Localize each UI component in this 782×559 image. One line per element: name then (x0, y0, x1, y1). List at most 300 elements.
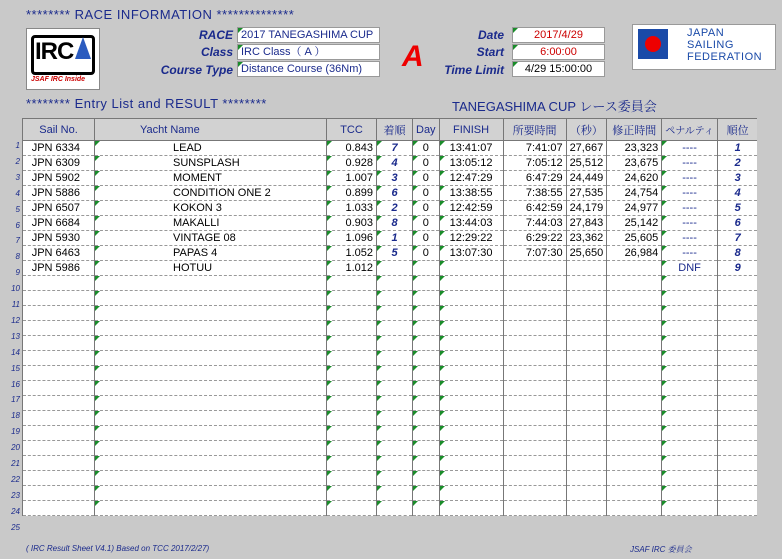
cell-finish[interactable] (439, 366, 503, 381)
col-elapsed[interactable]: 所要時間 (503, 119, 566, 141)
col-finish-order[interactable]: 着順 (377, 119, 413, 141)
cell-elapsed[interactable] (503, 276, 566, 291)
cell-corrected[interactable]: 25,605 (607, 231, 662, 246)
cell-rank[interactable]: 5 (717, 201, 757, 216)
col-finish[interactable]: FINISH (439, 119, 503, 141)
col-rank[interactable]: 順位 (717, 119, 757, 141)
cell-sec[interactable] (566, 471, 607, 486)
cell-name[interactable] (95, 411, 327, 426)
cell-tcc[interactable] (327, 486, 377, 501)
cell-corrected[interactable] (607, 426, 662, 441)
cell-finish[interactable] (439, 441, 503, 456)
cell-day[interactable] (413, 426, 440, 441)
cell-elapsed[interactable]: 6:47:29 (503, 171, 566, 186)
cell-tcc[interactable] (327, 456, 377, 471)
cell-rank[interactable] (717, 501, 757, 516)
cell-day[interactable] (413, 441, 440, 456)
cell-finish-order[interactable]: 2 (377, 201, 413, 216)
cell-corrected[interactable] (607, 261, 662, 276)
cell-elapsed[interactable] (503, 321, 566, 336)
row-number: 1 (15, 141, 20, 150)
cell-elapsed[interactable] (503, 456, 566, 471)
cell-corrected[interactable] (607, 321, 662, 336)
cell-elapsed[interactable] (503, 411, 566, 426)
cell-day[interactable] (413, 471, 440, 486)
cell-sail[interactable] (23, 291, 95, 306)
cell-sail[interactable] (23, 471, 95, 486)
cell-corrected[interactable]: 24,620 (607, 171, 662, 186)
cell-finish-order[interactable] (377, 501, 413, 516)
cell-corrected[interactable]: 24,754 (607, 186, 662, 201)
race-information-heading: ******** RACE INFORMATION ************** (26, 7, 295, 22)
cell-finish-order[interactable]: 5 (377, 246, 413, 261)
cell-name[interactable] (95, 336, 327, 351)
cell-sec[interactable]: 27,667 (566, 141, 607, 156)
cell-elapsed[interactable] (503, 291, 566, 306)
cell-sec[interactable] (566, 336, 607, 351)
cell-sec[interactable] (566, 396, 607, 411)
cell-elapsed[interactable] (503, 471, 566, 486)
cell-finish-order[interactable]: 1 (377, 231, 413, 246)
cell-tcc[interactable] (327, 381, 377, 396)
cell-day[interactable] (413, 366, 440, 381)
cell-tcc[interactable] (327, 321, 377, 336)
table-row (23, 141, 758, 156)
cell-sec[interactable]: 25,650 (566, 246, 607, 261)
cell-name[interactable] (95, 501, 327, 516)
col-sail-no[interactable]: Sail No. (23, 119, 95, 141)
cell-sail[interactable] (23, 456, 95, 471)
cell-finish[interactable] (439, 486, 503, 501)
cell-sail[interactable] (23, 351, 95, 366)
table-row (23, 336, 758, 351)
cell-elapsed[interactable] (503, 261, 566, 276)
table-row (23, 366, 758, 381)
cell-sail[interactable] (23, 321, 95, 336)
cell-tcc[interactable]: 1.096 (327, 231, 377, 246)
row-number: 16 (11, 379, 20, 389)
cell-elapsed[interactable]: 7:41:07 (503, 141, 566, 156)
cell-sec[interactable] (566, 501, 607, 516)
cell-finish-order[interactable]: 7 (377, 141, 413, 156)
cell-name[interactable] (95, 486, 327, 501)
col-corrected[interactable]: 修正時間 (607, 119, 662, 141)
col-yacht-name[interactable]: Yacht Name (95, 119, 327, 141)
cell-finish[interactable]: 13:41:07 (439, 141, 503, 156)
table-row (23, 186, 758, 201)
cell-finish[interactable]: 12:47:29 (439, 171, 503, 186)
cell-sec[interactable] (566, 411, 607, 426)
cell-day[interactable] (413, 501, 440, 516)
cell-penalty[interactable]: ---- (662, 216, 718, 231)
cell-tcc[interactable] (327, 471, 377, 486)
cell-rank[interactable] (717, 426, 757, 441)
cell-corrected[interactable] (607, 381, 662, 396)
cell-name[interactable]: LEAD (95, 141, 327, 156)
cell-sec[interactable] (566, 276, 607, 291)
cell-rank[interactable]: 2 (717, 156, 757, 171)
cell-rank[interactable] (717, 276, 757, 291)
cell-penalty[interactable] (662, 336, 718, 351)
cell-penalty[interactable]: DNF (662, 261, 718, 276)
cell-finish-order[interactable] (377, 336, 413, 351)
cell-name[interactable] (95, 396, 327, 411)
cell-penalty[interactable]: ---- (662, 231, 718, 246)
cell-corrected[interactable] (607, 276, 662, 291)
cell-corrected[interactable]: 23,675 (607, 156, 662, 171)
cell-name[interactable] (95, 276, 327, 291)
cell-sec[interactable]: 24,179 (566, 201, 607, 216)
cell-elapsed[interactable]: 6:42:59 (503, 201, 566, 216)
cell-day[interactable] (413, 321, 440, 336)
cell-finish[interactable] (439, 336, 503, 351)
cell-corrected[interactable] (607, 366, 662, 381)
cell-finish-order[interactable]: 8 (377, 216, 413, 231)
cell-corrected[interactable]: 26,984 (607, 246, 662, 261)
cell-name[interactable] (95, 351, 327, 366)
cell-corrected[interactable] (607, 411, 662, 426)
cell-finish-order[interactable] (377, 411, 413, 426)
cell-sail[interactable] (23, 441, 95, 456)
cell-day[interactable]: 0 (413, 171, 440, 186)
cell-corrected[interactable]: 23,323 (607, 141, 662, 156)
cell-penalty[interactable]: ---- (662, 201, 718, 216)
cell-sec[interactable] (566, 321, 607, 336)
col-penalty[interactable]: ペナルティ (662, 119, 718, 141)
cell-finish[interactable] (439, 426, 503, 441)
cell-finish-order[interactable] (377, 366, 413, 381)
cell-sail[interactable] (23, 306, 95, 321)
cell-penalty[interactable] (662, 426, 718, 441)
cell-name[interactable] (95, 291, 327, 306)
cell-sec[interactable]: 27,843 (566, 216, 607, 231)
cell-penalty[interactable] (662, 276, 718, 291)
cell-tcc[interactable]: 0.928 (327, 156, 377, 171)
cell-finish[interactable]: 13:38:55 (439, 186, 503, 201)
cell-day[interactable] (413, 456, 440, 471)
cell-name[interactable]: CONDITION ONE 2 (95, 186, 327, 201)
cell-tcc[interactable] (327, 336, 377, 351)
cell-finish[interactable]: 13:07:30 (439, 246, 503, 261)
col-day[interactable]: Day (413, 119, 440, 141)
cell-corrected[interactable] (607, 291, 662, 306)
cell-finish-order[interactable] (377, 306, 413, 321)
footer-version: ( IRC Result Sheet V4.1) Based on TCC 2017/2/27) (26, 544, 210, 553)
cell-sail[interactable]: JPN 6334 (23, 141, 95, 156)
col-tcc[interactable]: TCC (327, 119, 377, 141)
cell-rank[interactable] (717, 291, 757, 306)
cell-sail[interactable] (23, 276, 95, 291)
cell-rank[interactable] (717, 321, 757, 336)
cell-day[interactable]: 0 (413, 141, 440, 156)
cell-penalty[interactable]: ---- (662, 156, 718, 171)
table-row (23, 456, 758, 471)
cell-penalty[interactable] (662, 456, 718, 471)
cell-name[interactable]: SUNSPLASH (95, 156, 327, 171)
cell-tcc[interactable] (327, 396, 377, 411)
cell-corrected[interactable] (607, 501, 662, 516)
cell-day[interactable]: 0 (413, 246, 440, 261)
cell-sec[interactable] (566, 306, 607, 321)
cell-penalty[interactable] (662, 441, 718, 456)
cell-name[interactable]: KOKON 3 (95, 201, 327, 216)
cell-finish[interactable] (439, 306, 503, 321)
cell-sail[interactable]: JPN 5902 (23, 171, 95, 186)
cell-elapsed[interactable] (503, 426, 566, 441)
table-row (23, 216, 758, 231)
cell-sec[interactable] (566, 351, 607, 366)
cell-rank[interactable] (717, 336, 757, 351)
cell-rank[interactable] (717, 471, 757, 486)
cell-rank[interactable]: 6 (717, 216, 757, 231)
cell-penalty[interactable] (662, 471, 718, 486)
cell-penalty[interactable] (662, 501, 718, 516)
cell-finish-order[interactable] (377, 291, 413, 306)
cell-tcc[interactable] (327, 351, 377, 366)
cell-penalty[interactable] (662, 411, 718, 426)
cell-elapsed[interactable] (503, 441, 566, 456)
cell-sail[interactable]: JPN 6309 (23, 156, 95, 171)
cell-name[interactable] (95, 456, 327, 471)
cell-sec[interactable] (566, 456, 607, 471)
cell-finish[interactable] (439, 276, 503, 291)
cell-sail[interactable] (23, 336, 95, 351)
cell-finish-order[interactable] (377, 381, 413, 396)
cell-tcc[interactable] (327, 306, 377, 321)
cell-finish-order[interactable] (377, 441, 413, 456)
cell-penalty[interactable] (662, 321, 718, 336)
cell-penalty[interactable]: ---- (662, 186, 718, 201)
cell-day[interactable]: 0 (413, 186, 440, 201)
cell-tcc[interactable] (327, 441, 377, 456)
cell-name[interactable] (95, 366, 327, 381)
cell-penalty[interactable] (662, 306, 718, 321)
cell-corrected[interactable] (607, 486, 662, 501)
cell-tcc[interactable] (327, 426, 377, 441)
cell-finish-order[interactable] (377, 396, 413, 411)
cell-sec[interactable] (566, 381, 607, 396)
cell-penalty[interactable]: ---- (662, 141, 718, 156)
cell-day[interactable]: 0 (413, 201, 440, 216)
cell-tcc[interactable] (327, 411, 377, 426)
cell-sail[interactable] (23, 501, 95, 516)
cell-finish[interactable] (439, 351, 503, 366)
cell-rank[interactable] (717, 351, 757, 366)
cell-tcc[interactable] (327, 501, 377, 516)
cell-corrected[interactable] (607, 441, 662, 456)
cell-day[interactable] (413, 411, 440, 426)
cell-sec[interactable]: 24,449 (566, 171, 607, 186)
cell-sec[interactable] (566, 441, 607, 456)
cell-day[interactable] (413, 276, 440, 291)
cell-sail[interactable] (23, 411, 95, 426)
cell-sec[interactable] (566, 366, 607, 381)
cell-elapsed[interactable] (503, 336, 566, 351)
cell-tcc[interactable]: 0.843 (327, 141, 377, 156)
cell-corrected[interactable] (607, 351, 662, 366)
cell-day[interactable]: 0 (413, 231, 440, 246)
cell-sail[interactable] (23, 396, 95, 411)
cell-tcc[interactable] (327, 366, 377, 381)
cell-rank[interactable]: 1 (717, 141, 757, 156)
cell-tcc[interactable] (327, 291, 377, 306)
cell-finish[interactable] (439, 501, 503, 516)
cell-sail[interactable]: JPN 6684 (23, 216, 95, 231)
cell-day[interactable]: 0 (413, 156, 440, 171)
cell-elapsed[interactable]: 7:44:03 (503, 216, 566, 231)
cell-sec[interactable] (566, 291, 607, 306)
cell-corrected[interactable] (607, 396, 662, 411)
cell-name[interactable] (95, 381, 327, 396)
cell-day[interactable]: 0 (413, 216, 440, 231)
cell-penalty[interactable] (662, 381, 718, 396)
cell-corrected[interactable] (607, 456, 662, 471)
cell-sec[interactable] (566, 261, 607, 276)
cell-rank[interactable]: 8 (717, 246, 757, 261)
cell-day[interactable] (413, 336, 440, 351)
cell-rank[interactable]: 3 (717, 171, 757, 186)
cell-name[interactable] (95, 441, 327, 456)
cell-name[interactable] (95, 321, 327, 336)
cell-finish[interactable]: 12:42:59 (439, 201, 503, 216)
cell-rank[interactable] (717, 486, 757, 501)
cell-tcc[interactable]: 0.899 (327, 186, 377, 201)
cell-day[interactable] (413, 351, 440, 366)
cell-finish-order[interactable] (377, 426, 413, 441)
cell-name[interactable]: HOTUU (95, 261, 327, 276)
cell-penalty[interactable] (662, 351, 718, 366)
cell-finish-order[interactable]: 3 (377, 171, 413, 186)
cell-finish-order[interactable] (377, 471, 413, 486)
cell-rank[interactable] (717, 411, 757, 426)
cell-finish-order[interactable] (377, 261, 413, 276)
cell-sec[interactable]: 23,362 (566, 231, 607, 246)
cell-day[interactable] (413, 306, 440, 321)
cell-name[interactable]: PAPAS 4 (95, 246, 327, 261)
cell-rank[interactable] (717, 366, 757, 381)
cell-finish[interactable] (439, 471, 503, 486)
cell-name[interactable] (95, 426, 327, 441)
cell-name[interactable] (95, 306, 327, 321)
cell-sail[interactable] (23, 381, 95, 396)
cell-finish-order[interactable]: 4 (377, 156, 413, 171)
cell-finish[interactable] (439, 261, 503, 276)
course-type-value: Distance Course (36Nm) (237, 61, 380, 77)
cell-finish-order[interactable] (377, 321, 413, 336)
cell-finish[interactable] (439, 381, 503, 396)
cell-finish[interactable] (439, 411, 503, 426)
cell-elapsed[interactable] (503, 351, 566, 366)
cell-name[interactable]: VINTAGE 08 (95, 231, 327, 246)
cell-finish[interactable]: 13:44:03 (439, 216, 503, 231)
cell-elapsed[interactable] (503, 501, 566, 516)
cell-tcc[interactable]: 1.012 (327, 261, 377, 276)
cell-finish-order[interactable]: 6 (377, 186, 413, 201)
cell-corrected[interactable] (607, 306, 662, 321)
cell-tcc[interactable]: 1.033 (327, 201, 377, 216)
cell-elapsed[interactable] (503, 366, 566, 381)
cell-elapsed[interactable]: 7:38:55 (503, 186, 566, 201)
cell-finish[interactable] (439, 321, 503, 336)
time-limit-value: 4/29 15:00:00 (512, 61, 605, 77)
cell-day[interactable] (413, 261, 440, 276)
cell-elapsed[interactable] (503, 486, 566, 501)
cell-penalty[interactable] (662, 486, 718, 501)
cell-finish[interactable]: 12:29:22 (439, 231, 503, 246)
cell-sail[interactable]: JPN 5886 (23, 186, 95, 201)
cell-rank[interactable] (717, 306, 757, 321)
cell-rank[interactable] (717, 381, 757, 396)
cell-penalty[interactable]: ---- (662, 171, 718, 186)
cell-day[interactable] (413, 291, 440, 306)
cell-day[interactable] (413, 486, 440, 501)
cell-finish-order[interactable] (377, 351, 413, 366)
cell-sail[interactable] (23, 426, 95, 441)
cell-tcc[interactable]: 1.007 (327, 171, 377, 186)
cell-corrected[interactable] (607, 336, 662, 351)
cell-sec[interactable] (566, 486, 607, 501)
cell-sec[interactable]: 25,512 (566, 156, 607, 171)
row-number: 22 (11, 474, 20, 484)
cell-tcc[interactable]: 0.903 (327, 216, 377, 231)
cell-finish[interactable] (439, 396, 503, 411)
cell-elapsed[interactable] (503, 396, 566, 411)
cell-sec[interactable] (566, 426, 607, 441)
cell-day[interactable] (413, 396, 440, 411)
cell-elapsed[interactable]: 7:07:30 (503, 246, 566, 261)
cell-corrected[interactable]: 25,142 (607, 216, 662, 231)
cell-name[interactable]: MAKALLI (95, 216, 327, 231)
cell-finish-order[interactable] (377, 486, 413, 501)
cell-finish[interactable] (439, 291, 503, 306)
cell-sec[interactable]: 27,535 (566, 186, 607, 201)
table-row (23, 321, 758, 336)
cell-elapsed[interactable] (503, 381, 566, 396)
cell-corrected[interactable]: 24,977 (607, 201, 662, 216)
cell-sail[interactable]: JPN 6463 (23, 246, 95, 261)
cell-tcc[interactable] (327, 276, 377, 291)
cell-name[interactable] (95, 471, 327, 486)
cell-finish[interactable]: 13:05:12 (439, 156, 503, 171)
cell-rank[interactable] (717, 456, 757, 471)
cell-rank[interactable]: 7 (717, 231, 757, 246)
cell-sail[interactable]: JPN 6507 (23, 201, 95, 216)
cell-elapsed[interactable]: 7:05:12 (503, 156, 566, 171)
cell-sail[interactable]: JPN 5986 (23, 261, 95, 276)
cell-finish-order[interactable] (377, 456, 413, 471)
cell-penalty[interactable] (662, 366, 718, 381)
cell-penalty[interactable]: ---- (662, 246, 718, 261)
cell-penalty[interactable] (662, 291, 718, 306)
cell-finish-order[interactable] (377, 276, 413, 291)
cell-tcc[interactable]: 1.052 (327, 246, 377, 261)
cell-sail[interactable]: JPN 5930 (23, 231, 95, 246)
cell-rank[interactable] (717, 396, 757, 411)
cell-elapsed[interactable]: 6:29:22 (503, 231, 566, 246)
cell-corrected[interactable] (607, 471, 662, 486)
cell-sail[interactable] (23, 366, 95, 381)
cell-day[interactable] (413, 381, 440, 396)
cell-rank[interactable]: 9 (717, 261, 757, 276)
cell-sail[interactable] (23, 486, 95, 501)
cell-elapsed[interactable] (503, 306, 566, 321)
cell-rank[interactable]: 4 (717, 186, 757, 201)
col-seconds[interactable]: （秒） (566, 119, 607, 141)
cell-penalty[interactable] (662, 396, 718, 411)
cell-finish[interactable] (439, 456, 503, 471)
cell-name[interactable]: MOMENT (95, 171, 327, 186)
cell-rank[interactable] (717, 441, 757, 456)
